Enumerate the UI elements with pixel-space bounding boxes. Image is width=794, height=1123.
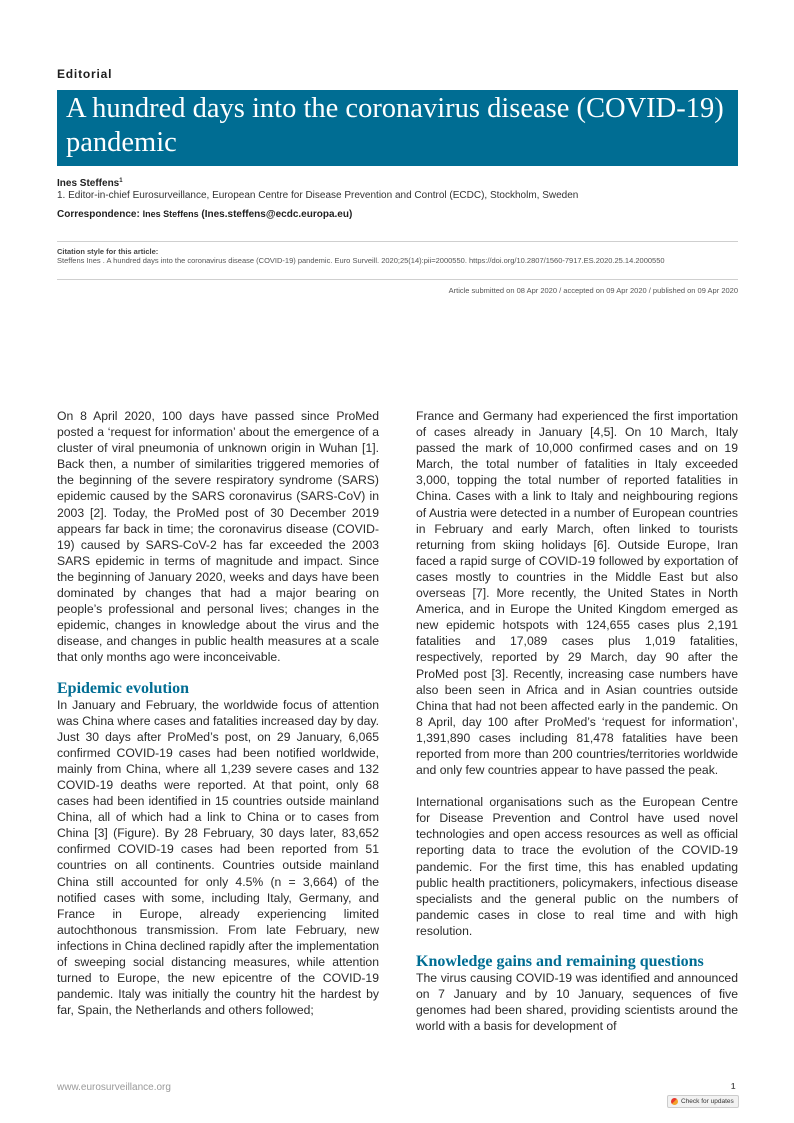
correspondence — [57, 209, 352, 220]
column-left — [57, 408, 379, 1018]
article-title: A hundred days into the coronavirus disease (COVID-19) pandemic — [57, 90, 738, 166]
author-block — [57, 178, 123, 189]
author-affiliation-marker: 1 — [119, 178, 123, 184]
epidemic-paragraph-2: International organisations such as the European Centre for Disease Prevention and Control have used novel technologies and open access resources as well as official reporting data to trace the evolution of the COVID-19 pandemic. For the first time, this has enabled updating public health practitioners, policymakers, infectious disease specialists and the general public on the numbers of pandemic cases in close to real time and with high resolution. — [416, 795, 738, 938]
article-dates: Article submitted on 08 Apr 2020 / accepted on 09 Apr 2020 / published on 09 Apr 2020 — [448, 286, 738, 295]
correspondence-label: Correspondence: — [57, 209, 140, 220]
crossmark-icon — [671, 1098, 678, 1105]
section-label: Editorial — [57, 67, 113, 81]
heading-knowledge-gains: Knowledge gains and remaining questions — [416, 953, 704, 970]
divider-bottom — [57, 279, 738, 280]
divider-top — [57, 241, 738, 242]
heading-epidemic-evolution: Epidemic evolution — [57, 679, 190, 697]
epidemic-paragraph-1-part-b: France and Germany had experienced the first importation of cases already in January [4,5]. On 10 March, Italy passed the mark of 10,000 confirmed cases and on 19 March, the total number of fatalities in Italy exceeded 3,000, topping the total number of reported fatalities in China. Cases with a link to Italy and neighbouring regions of Austria were detected in a number of European countries in February and early March, often linked to tourists returning from skiing holidays [6]. Outside Europe, Iran faced a rapid surge of COVID-19 followed by exportation of cases mostly to countries in the Middle East but also overseas [7]. More recently, the United States in North America, and in Europe the United Kingdom emerged as new epidemic hotspots with 124,655 cases plus 2,191 fatalities and 17,089 cases plus 1,019 fatalities, respectively, reported by 29 March, day 90 after the ProMed post [3]. Recently, increasing case numbers have also been seen in Africa and in Asian countries outside China that had not been affected early in the pandemic. On 8 April, day 100 after ProMed’s ‘request for information’, 1,391,890 cases including 81,478 fatalities have been reported from more than 200 countries/territories worldwide and only few countries appear to have passed the peak. — [416, 409, 738, 778]
check-for-updates-button[interactable] — [667, 1095, 739, 1108]
intro-paragraph: On 8 April 2020, 100 days have passed since ProMed posted a ‘request for information’ about the emergence of a cluster of viral pneumonia of unknown origin in Wuhan [1]. Back then, a number of similarities triggered memories of the beginning of the severe respiratory syndrome (SARS) epidemic caused by the SARS coronavirus (SARS-CoV) in 2003 [2]. Today, the ProMed post of 30 December 2019 appears far back in time; the coronavirus disease (COVID-19) caused by SARS-CoV-2 has far exceeded the 2003 SARS epidemic in terms of magnitude and impact. Since the beginning of January 2020, weeks and days have been dominated by changes that had a major bearing on people’s professional and personal lives; changes in the epidemic, changes in knowledge about the virus and the disease, and changes in public health measures at a scale that only months ago were inconceivable. — [57, 409, 379, 665]
page-number: 1 — [731, 1082, 736, 1091]
citation-text: Steffens Ines . A hundred days into the coronavirus disease (COVID-19) pandemic. Euro Surveill. 2020;25(14):pii=2000550. https://doi.org/10.2807/1560-7917.ES.2020.25.14.2000550 — [57, 256, 665, 265]
knowledge-paragraph-1: The virus causing COVID-19 was identified and announced on 7 January and by 10 January, sequences of five genomes had been shared, providing scientists around the world with a basis for development of — [416, 971, 738, 1034]
column-right — [416, 408, 738, 1034]
correspondence-name: Ines Steffens — [142, 209, 199, 219]
check-for-updates-label: Check for updates — [681, 1098, 734, 1105]
affiliation: 1. Editor-in-chief Eurosurveillance, European Centre for Disease Prevention and Control (ECDC), Stockholm, Sweden — [57, 190, 579, 201]
citation-heading: Citation style for this article: — [57, 247, 159, 256]
epidemic-paragraph-1-part-a: In January and February, the worldwide focus of attention was China where cases and fatalities increased day by day. Just 30 days after ProMed’s post, on 29 January, 6,065 confirmed COVID-19 cases had been notified worldwide, mainly from China, where all 1,239 severe cases and 132 COVID-19 deaths were reported. At that point, only 68 cases had been identified in 15 countries outside mainland China, all of which had a link to China or to cases from China [3] (Figure). By 28 February, 30 days later, 83,652 confirmed COVID-19 cases had been reported from 51 countries on all continents. Countries outside mainland China still accounted for only 4.5% (n = 3,664) of the notified cases with some, including Italy, Germany, and France in Europe, already experiencing limited autochthonous transmission. From late February, new infections in China declined rapidly after the implementation of sweeping social distancing measures, while attention turned to Europe, the new epicentre of the COVID-19 pandemic. Italy was initially the country hit the hardest by far, Spain, the Netherlands and others followed; — [57, 697, 379, 1018]
author-name: Ines Steffens — [57, 178, 120, 189]
correspondence-email[interactable]: (Ines.steffens@ecdc.europa.eu) — [201, 209, 353, 220]
footer-url[interactable]: www.eurosurveillance.org — [57, 1082, 171, 1093]
